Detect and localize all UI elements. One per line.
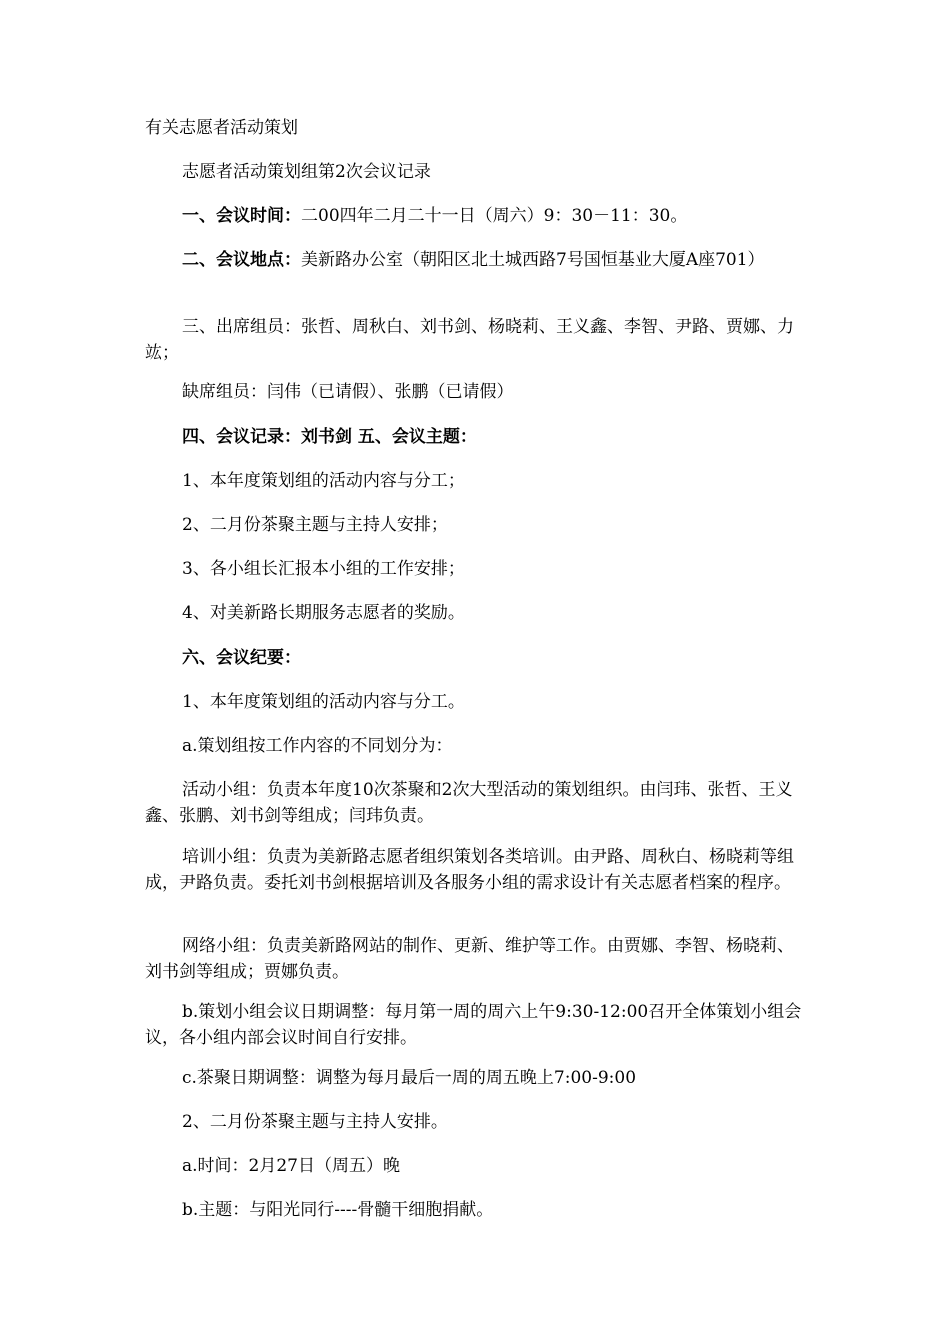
topic-item: 3、各小组长汇报本小组的工作安排；: [182, 559, 465, 579]
group-network: 网络小组：负责美新路网站的制作、更新、维护等工作。由贾娜、李智、杨晓莉、刘书剑等组成；贾娜负责。: [145, 936, 794, 982]
recorder-and-topics-heading: 四、会议记录：刘书剑 五、会议主题：: [182, 427, 477, 447]
meeting-time-value: 二00四年二月二十一日（周六）9：30－11：30。: [301, 206, 688, 226]
attendees: 三、出席组员：张哲、周秋白、刘书剑、杨晓莉、王义鑫、李智、尹路、贾娜、力竑；: [145, 317, 794, 363]
group-activity: 活动小组：负责本年度10次茶聚和2次大型活动的策划组织。由闫玮、张哲、王义鑫、张鹏、刘书剑等组成；闫玮负责。: [145, 780, 793, 826]
document-title: 有关志愿者活动策划: [145, 118, 298, 138]
topic-item: 1、本年度策划组的活动内容与分工；: [182, 471, 465, 491]
minutes-item2-heading: 2、二月份茶聚主题与主持人安排。: [182, 1112, 448, 1132]
minutes-item1-a: a.策划组按工作内容的不同划分为：: [182, 736, 453, 756]
minutes-item1-c: c.茶聚日期调整：调整为每月最后一周的周五晚上7:00-9:00: [182, 1068, 637, 1088]
group-training: 培训小组：负责为美新路志愿者组织策划各类培训。由尹路、周秋白、杨晓莉等组成，尹路负责。委托刘书剑根据培训及各服务小组的需求设计有关志愿者档案的程序。: [145, 847, 794, 893]
topic-item: 2、二月份茶聚主题与主持人安排；: [182, 515, 448, 535]
minutes-item2-b: b.主题：与阳光同行----骨髓干细胞捐献。: [182, 1200, 494, 1220]
absentees: 缺席组员：闫伟（已请假）、张鹏（已请假）: [182, 382, 514, 402]
meeting-time: [145, 203, 805, 229]
minutes-item2-a: a.时间：2月27日（周五）晚: [182, 1156, 400, 1176]
meeting-time-label: 一、会议时间：: [182, 206, 301, 226]
topic-item: 4、对美新路长期服务志愿者的奖励。: [182, 603, 465, 623]
meeting-place-label: 二、会议地点：: [182, 250, 301, 270]
minutes-item1-b: b.策划小组会议日期调整：每月第一周的周六上午9:30-12:00召开全体策划小组会议，各小组内部会议时间自行安排。: [145, 1002, 802, 1048]
meeting-place-value: 美新路办公室（朝阳区北土城西路7号国恒基业大厦A座701）: [301, 250, 765, 270]
minutes-heading: 六、会议纪要：: [182, 648, 301, 668]
minutes-item1-heading: 1、本年度策划组的活动内容与分工。: [182, 692, 465, 712]
meeting-place: [145, 247, 805, 273]
meeting-title: 志愿者活动策划组第2次会议记录: [182, 162, 431, 182]
